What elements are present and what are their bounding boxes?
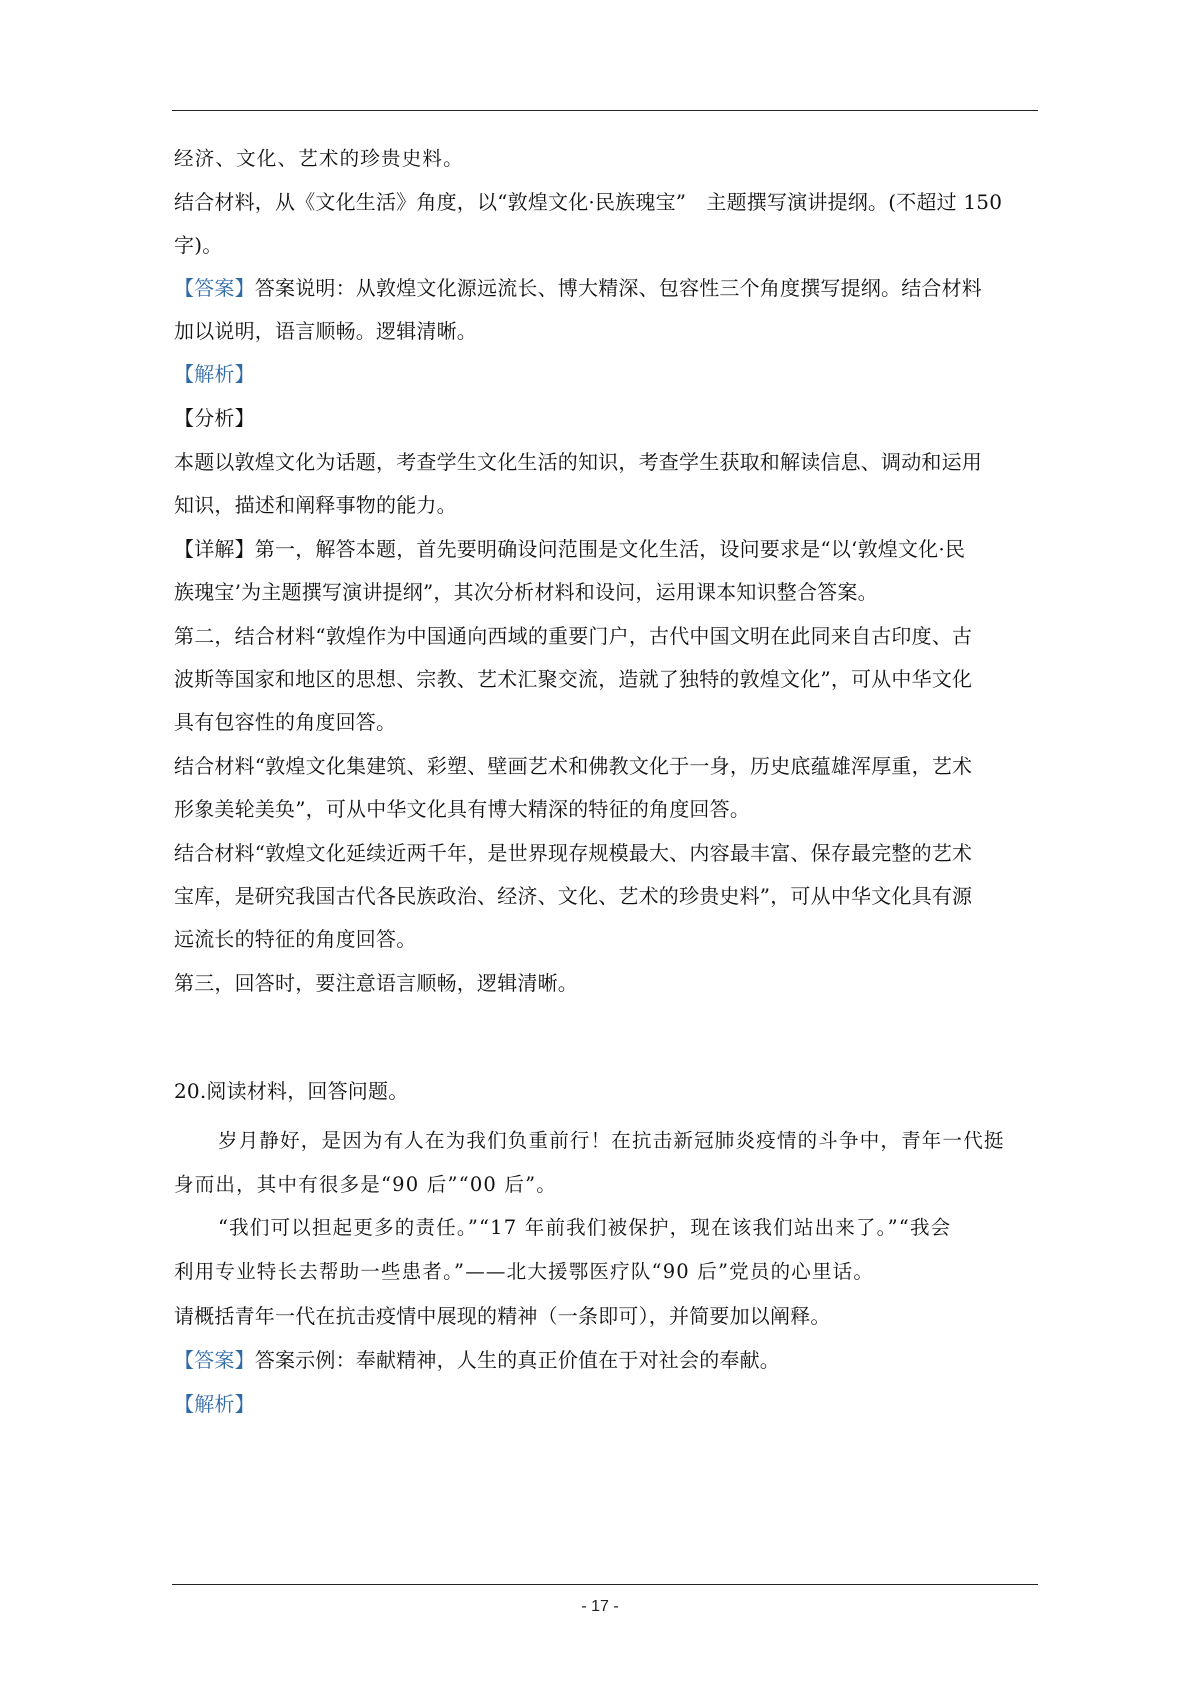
page-number: - 17 - — [581, 1598, 619, 1615]
q19-third-line-2: 形象美轮美奂”，可从中华文化具有博大精深的特征的角度回答。 — [174, 797, 751, 821]
q19-fenxi-line-2: 知识，描述和阐释事物的能力。 — [174, 493, 457, 517]
q20-quote-line-1: “我们可以担起更多的责任。”“17 年前我们被保护，现在该我们站出来了。”“我会 — [218, 1216, 952, 1239]
q19-answer-line-2: 加以说明，语言顺畅。逻辑清晰。 — [174, 319, 477, 343]
q19-second-line-2: 波斯等国家和地区的思想、宗教、艺术汇聚交流，造就了独特的敦煌文化”，可从中华文化 — [174, 667, 973, 691]
answer-tag: 【答案】 — [174, 1348, 255, 1372]
q19-fourth-line-3: 远流长的特征的角度回答。 — [174, 927, 417, 951]
q20-heading: 20.阅读材料，回答问题。 — [174, 1079, 409, 1103]
q19-analysis-tag: 【解析】 — [174, 362, 255, 386]
footer-rule — [172, 1584, 1038, 1585]
q19-fourth-line-2: 宝库，是研究我国古代各民族政治、经济、文化、艺术的珍贵史料”，可从中华文化具有源 — [174, 884, 973, 908]
q19-prompt-line-2: 字)。 — [174, 233, 223, 257]
q20-analysis-tag: 【解析】 — [174, 1392, 255, 1416]
q20-answer: 【答案】答案示例：奉献精神，人生的真正价值在于对社会的奉献。 — [174, 1348, 781, 1372]
answer-tag: 【答案】 — [174, 276, 255, 300]
q19-second-line-1: 第二，结合材料“敦煌作为中国通向西域的重要门户，古代中国文明在此同来自古印度、古 — [174, 624, 973, 648]
q19-fenxi-heading: 【分析】 — [174, 406, 255, 430]
q19-xiangjie-line-2: 族瑰宝’为主题撰写演讲提纲”，其次分析材料和设问，运用课本知识整合答案。 — [174, 580, 878, 604]
q20-question: 请概括青年一代在抗击疫情中展现的精神（一条即可），并简要加以阐释。 — [174, 1304, 831, 1328]
q20-material-line-1: 岁月静好，是因为有人在为我们负重前行！在抗击新冠肺炎疫情的斗争中，青年一代挺 — [218, 1129, 1005, 1152]
q20-material-line-2: 身而出，其中有很多是“90 后”“00 后”。 — [174, 1173, 557, 1196]
q19-second-line-3: 具有包容性的角度回答。 — [174, 710, 397, 734]
q19-fourth-line-1: 结合材料“敦煌文化延续近两千年，是世界现存规模最大、内容最丰富、保存最完整的艺术 — [174, 841, 973, 865]
q19-fenxi-line-1: 本题以敦煌文化为话题，考查学生文化生活的知识，考查学生获取和解读信息、调动和运用 — [174, 450, 982, 474]
q19-answer-line-1: 【答案】答案说明：从敦煌文化源远流长、博大精深、包容性三个角度撰写提纲。结合材料 — [174, 276, 983, 300]
q20-quote-line-2: 利用专业特长去帮助一些患者。”——北大援鄂医疗队“90 后”党员的心里话。 — [174, 1260, 875, 1283]
q19-xiangjie-line-1: 【详解】第一，解答本题，首先要明确设问范围是文化生活，设问要求是“以‘敦煌文化·民 — [174, 537, 966, 561]
q19-last-line: 第三，回答时，要注意语言顺畅，逻辑清晰。 — [174, 971, 578, 995]
header-rule — [172, 110, 1038, 111]
q19-material-tail: 经济、文化、艺术的珍贵史料。 — [174, 147, 464, 170]
q19-third-line-1: 结合材料“敦煌文化集建筑、彩塑、壁画艺术和佛教文化于一身，历史底蕴雄浑厚重，艺术 — [174, 754, 973, 778]
q19-prompt-line-1: 结合材料，从《文化生活》角度，以“敦煌文化·民族瑰宝” 主题撰写演讲提纲。(不超过 150 — [174, 190, 1003, 214]
